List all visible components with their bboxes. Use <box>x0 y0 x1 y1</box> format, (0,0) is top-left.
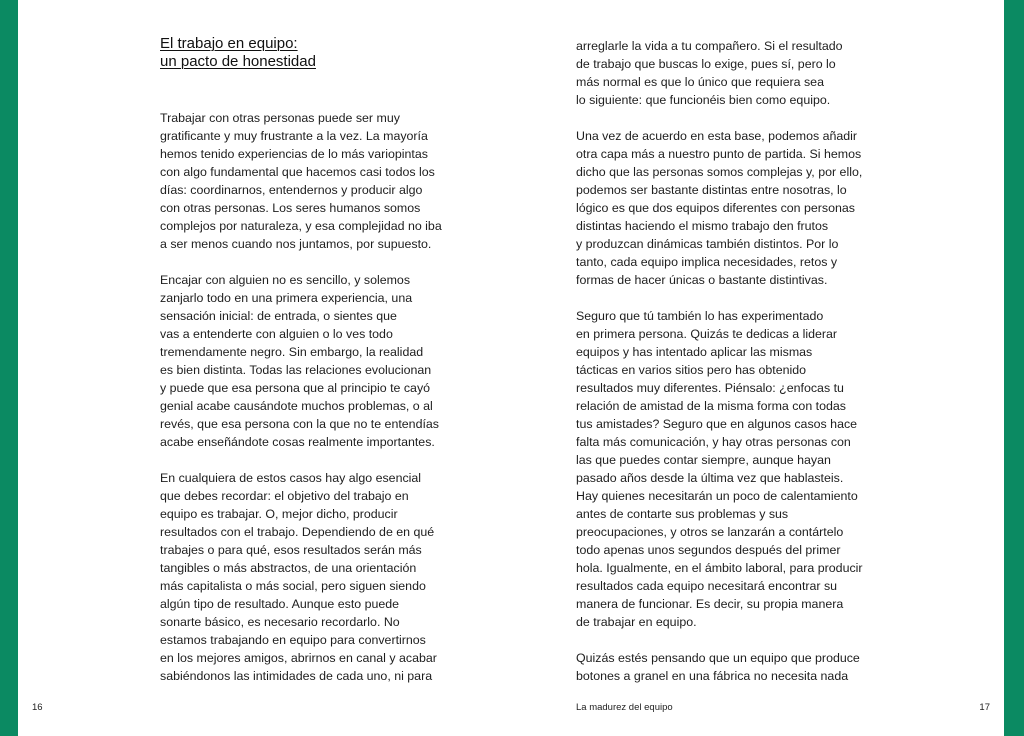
page-number-left: 16 <box>32 702 43 713</box>
text-line: resultados muy diferentes. Piénsalo: ¿enfocas tu <box>576 381 844 395</box>
text-line: sonarte básico, es necesario recordarlo. No <box>160 615 400 629</box>
text-line: otra capa más a nuestro punto de partida. Si hemos <box>576 147 862 161</box>
text-line: es bien distinta. Todas las relaciones evolucionan <box>160 363 432 377</box>
body-paragraph <box>576 127 876 289</box>
text-line: sabiéndonos las intimidades de cada uno, ni para <box>160 669 433 683</box>
left-edge-band <box>0 0 18 736</box>
text-line: distintas haciendo el mismo trabajo den frutos <box>576 219 829 233</box>
text-line: tanto, cada equipo implica necesidades, retos y <box>576 255 838 269</box>
text-line: botones a granel en una fábrica no necesita nada <box>576 669 849 683</box>
text-line: que debes recordar: el objetivo del trabajo en <box>160 489 409 503</box>
body-paragraph <box>576 307 876 631</box>
text-line: todo apenas unos segundos después del primer <box>576 543 841 557</box>
text-line: revés, que esa persona con la que no te entendías <box>160 417 439 431</box>
text-line: dicho que las personas somos complejas y, por ello, <box>576 165 863 179</box>
text-line: Encajar con alguien no es sencillo, y solemos <box>160 273 411 287</box>
text-line: Quizás estés pensando que un equipo que produce <box>576 651 860 665</box>
page-number-right: 17 <box>979 702 990 713</box>
text-line: en los mejores amigos, abrirnos en canal y acabar <box>160 651 437 665</box>
text-line: lógico es que dos equipos diferentes con personas <box>576 201 855 215</box>
text-line: formas de hacer únicas o bastante distintivas. <box>576 273 828 287</box>
text-line: Hay quienes necesitarán un poco de calentamiento <box>576 489 858 503</box>
text-line: tácticas en varios sitios pero has obtenido <box>576 363 807 377</box>
body-paragraph <box>576 649 876 685</box>
text-line: días: coordinarnos, entendernos y producir algo <box>160 183 423 197</box>
text-line: manera de funcionar. Es decir, su propia manera <box>576 597 844 611</box>
text-line: de trabajo que buscas lo exige, pues sí, pero lo <box>576 57 836 71</box>
text-line: Trabajar con otras personas puede ser muy <box>160 111 400 125</box>
text-line: acabe enseñándote cosas realmente importantes. <box>160 435 435 449</box>
text-line: a ser menos cuando nos juntamos, por supuesto. <box>160 237 432 251</box>
text-line: con otras personas. Los seres humanos somos <box>160 201 421 215</box>
running-title: La madurez del equipo <box>576 702 673 713</box>
body-paragraph <box>160 109 460 253</box>
chapter-title-line: un pacto de honestidad <box>160 53 316 70</box>
text-line: más capitalista o más social, pero siguen siendo <box>160 579 426 593</box>
text-line: lo siguiente: que funcionéis bien como equipo. <box>576 93 831 107</box>
chapter-title-line: El trabajo en equipo: <box>160 35 298 52</box>
text-line: algún tipo de resultado. Aunque esto puede <box>160 597 400 611</box>
text-line: y puede que esa persona que al principio te cayó <box>160 381 431 395</box>
text-line: En cualquiera de estos casos hay algo esencial <box>160 471 422 485</box>
text-line: genial acabe causándote muchos problemas, o al <box>160 399 433 413</box>
text-line: tangibles o más abstractos, de una orientación <box>160 561 417 575</box>
text-line: y produzcan dinámicas también distintos. Por lo <box>576 237 839 251</box>
text-line: arreglarle la vida a tu compañero. Si el resultado <box>576 39 843 53</box>
text-line: relación de amistad de la misma forma con todas <box>576 399 846 413</box>
text-line: equipo es trabajar. O, mejor dicho, producir <box>160 507 398 521</box>
body-paragraph <box>160 271 460 451</box>
text-line: resultados con el trabajo. Dependiendo de en qué <box>160 525 435 539</box>
text-line: falta más comunicación, y hay otras personas con <box>576 435 851 449</box>
text-line: hola. Igualmente, en el ámbito laboral, para producir <box>576 561 863 575</box>
text-line: en primera persona. Quizás te dedicas a liderar <box>576 327 838 341</box>
left-text-column <box>160 109 460 703</box>
text-line: equipos y has intentado aplicar las mismas <box>576 345 813 359</box>
body-paragraph <box>576 37 876 109</box>
text-line: zanjarlo todo en una primera experiencia, una <box>160 291 413 305</box>
text-line: más normal es que lo único que requiera sea <box>576 75 824 89</box>
text-line: con algo fundamental que hacemos casi todos los <box>160 165 435 179</box>
chapter-title <box>160 35 316 71</box>
text-line: sensación inicial: de entrada, o sientes que <box>160 309 397 323</box>
text-line: Seguro que tú también lo has experimentado <box>576 309 824 323</box>
right-page <box>512 0 1004 736</box>
right-edge-band <box>1004 0 1024 736</box>
text-line: pasado años desde la última vez que hablasteis. <box>576 471 844 485</box>
text-line: complejos por naturaleza, y esa complejidad no iba <box>160 219 442 233</box>
text-line: preocupaciones, y otros se lanzarán a contártelo <box>576 525 844 539</box>
text-line: las que puedes contar siempre, aunque hayan <box>576 453 831 467</box>
right-text-column <box>576 37 876 703</box>
text-line: estamos trabajando en equipo para convertirnos <box>160 633 426 647</box>
text-line: hemos tenido experiencias de lo más variopintas <box>160 147 428 161</box>
text-line: tus amistades? Seguro que en algunos casos hace <box>576 417 858 431</box>
text-line: trabajes o para qué, esos resultados serán más <box>160 543 422 557</box>
text-line: resultados cada equipo necesitará encontrar su <box>576 579 838 593</box>
text-line: antes de contarte sus problemas y sus <box>576 507 789 521</box>
text-line: vas a entenderte con alguien o lo ves todo <box>160 327 393 341</box>
left-page <box>18 0 512 736</box>
body-paragraph <box>160 469 460 685</box>
text-line: podemos ser bastante distintas entre nosotras, lo <box>576 183 847 197</box>
text-line: tremendamente negro. Sin embargo, la realidad <box>160 345 424 359</box>
text-line: gratificante y muy frustrante a la vez. La mayoría <box>160 129 428 143</box>
text-line: Una vez de acuerdo en esta base, podemos añadir <box>576 129 858 143</box>
text-line: de trabajar en equipo. <box>576 615 697 629</box>
